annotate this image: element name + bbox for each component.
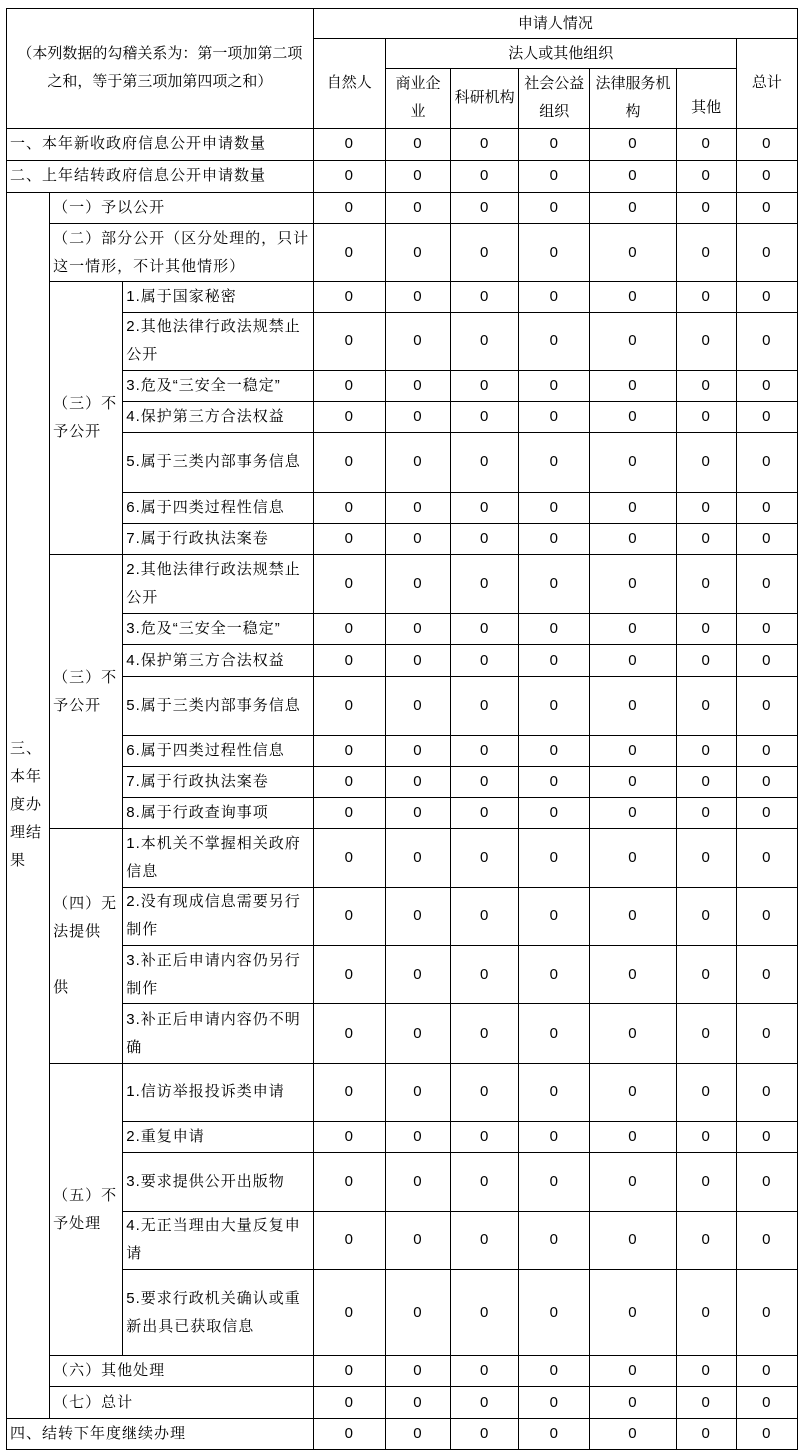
value-cell: 0: [519, 554, 590, 613]
value-cell: 0: [313, 1211, 385, 1269]
value-cell: 0: [736, 433, 797, 492]
value-cell: 0: [519, 492, 590, 523]
value-cell: 0: [736, 767, 797, 798]
table-note: （本列数据的勾稽关系为：第一项加第二项之和，等于第三项加第四项之和）: [7, 9, 314, 129]
row-label: 二、上年结转政府信息公开申请数量: [7, 160, 314, 192]
value-cell: 0: [519, 829, 590, 887]
value-cell: 0: [385, 402, 450, 433]
value-cell: 0: [519, 312, 590, 370]
value-cell: 0: [519, 1122, 590, 1153]
value-cell: 0: [736, 224, 797, 282]
value-cell: 0: [590, 554, 676, 613]
value-cell: 0: [736, 1387, 797, 1418]
value-cell: 0: [451, 767, 519, 798]
table-row: [7, 1122, 798, 1153]
row-label: 8.属于行政查询事项: [123, 798, 313, 829]
value-cell: 0: [385, 1418, 450, 1449]
value-cell: 0: [313, 798, 385, 829]
col-legal-group: 法人或其他组织: [385, 39, 736, 69]
value-cell: 0: [676, 887, 736, 945]
value-cell: 0: [519, 192, 590, 223]
value-cell: 0: [676, 1063, 736, 1121]
value-cell: 0: [313, 946, 385, 1004]
value-cell: 0: [385, 645, 450, 676]
col-social: 社会公益组织: [519, 69, 590, 128]
value-cell: 0: [385, 614, 450, 645]
value-cell: 0: [590, 402, 676, 433]
value-cell: 0: [676, 645, 736, 676]
value-cell: 0: [736, 128, 797, 160]
table-row: [7, 1387, 798, 1418]
value-cell: 0: [385, 676, 450, 735]
value-cell: 0: [676, 614, 736, 645]
value-cell: 0: [451, 676, 519, 735]
value-cell: 0: [736, 282, 797, 312]
value-cell: 0: [736, 523, 797, 554]
value-cell: 0: [519, 798, 590, 829]
value-cell: 0: [519, 1211, 590, 1269]
value-cell: 0: [590, 523, 676, 554]
value-cell: 0: [451, 1269, 519, 1355]
value-cell: 0: [313, 523, 385, 554]
disclosure-statistics-table: [6, 8, 798, 1450]
value-cell: 0: [313, 829, 385, 887]
value-cell: 0: [736, 1153, 797, 1211]
value-cell: 0: [590, 492, 676, 523]
value-cell: 0: [736, 1004, 797, 1063]
col-natural-person: 自然人: [313, 39, 385, 128]
value-cell: 0: [676, 492, 736, 523]
row-label: 3.补正后申请内容仍另行制作: [123, 946, 313, 1004]
table-row: [7, 614, 798, 645]
table-row: [7, 192, 798, 223]
table-row: [7, 554, 798, 613]
row-label: 4.无正当理由大量反复申请: [123, 1211, 313, 1269]
table-row: [7, 798, 798, 829]
value-cell: 0: [451, 887, 519, 945]
value-cell: 0: [736, 492, 797, 523]
row-label: 1.本机关不掌握相关政府信息: [123, 829, 313, 887]
row-label: 2.其他法律行政法规禁止公开: [123, 312, 313, 370]
row-label: （一）予以公开: [50, 192, 314, 223]
value-cell: 0: [385, 1153, 450, 1211]
value-cell: 0: [590, 798, 676, 829]
value-cell: 0: [385, 1211, 450, 1269]
value-cell: 0: [590, 1122, 676, 1153]
value-cell: 0: [736, 160, 797, 192]
value-cell: 0: [736, 1356, 797, 1387]
value-cell: 0: [385, 433, 450, 492]
row-label: 2.没有现成信息需要另行制作: [123, 887, 313, 945]
table-row: [7, 128, 798, 160]
group-label-not-public-2: （三）不予公开: [50, 554, 123, 829]
value-cell: 0: [385, 554, 450, 613]
row-label: 3.补正后申请内容仍不明确: [123, 1004, 313, 1063]
value-cell: 0: [313, 554, 385, 613]
value-cell: 0: [385, 192, 450, 223]
value-cell: 0: [451, 433, 519, 492]
value-cell: 0: [451, 946, 519, 1004]
value-cell: 0: [519, 1004, 590, 1063]
value-cell: 0: [313, 433, 385, 492]
table-row: [7, 1004, 798, 1063]
value-cell: 0: [519, 128, 590, 160]
group-label-handling-results: 三、本年度办理结果: [7, 192, 50, 1418]
value-cell: 0: [590, 224, 676, 282]
value-cell: 0: [451, 224, 519, 282]
value-cell: 0: [451, 735, 519, 766]
group-label-not-handle: （五）不予处理: [50, 1063, 123, 1356]
value-cell: 0: [590, 614, 676, 645]
value-cell: 0: [676, 128, 736, 160]
value-cell: 0: [736, 1063, 797, 1121]
value-cell: 0: [451, 614, 519, 645]
value-cell: 0: [676, 946, 736, 1004]
table-row: [7, 1269, 798, 1355]
row-label: （七）总计: [50, 1387, 314, 1418]
value-cell: 0: [385, 829, 450, 887]
table-row: [7, 523, 798, 554]
value-cell: 0: [590, 128, 676, 160]
row-label: 5.要求行政机关确认或重新出具已获取信息: [123, 1269, 313, 1355]
value-cell: 0: [590, 645, 676, 676]
value-cell: 0: [676, 735, 736, 766]
value-cell: 0: [676, 1418, 736, 1449]
table-row: [7, 887, 798, 945]
table-row: [7, 1063, 798, 1121]
table-row: [7, 1418, 798, 1449]
value-cell: 0: [519, 433, 590, 492]
value-cell: 0: [313, 1269, 385, 1355]
value-cell: 0: [590, 676, 676, 735]
value-cell: 0: [590, 1004, 676, 1063]
value-cell: 0: [451, 1211, 519, 1269]
table-row: [7, 645, 798, 676]
value-cell: 0: [385, 492, 450, 523]
value-cell: 0: [313, 1153, 385, 1211]
value-cell: 0: [590, 1356, 676, 1387]
value-cell: 0: [519, 160, 590, 192]
value-cell: 0: [590, 829, 676, 887]
col-other: 其他: [676, 69, 736, 128]
value-cell: 0: [676, 312, 736, 370]
value-cell: 0: [736, 1211, 797, 1269]
value-cell: 0: [313, 1063, 385, 1121]
value-cell: 0: [676, 192, 736, 223]
value-cell: 0: [313, 1356, 385, 1387]
value-cell: 0: [736, 1418, 797, 1449]
table-row: [7, 312, 798, 370]
value-cell: 0: [451, 829, 519, 887]
value-cell: 0: [385, 735, 450, 766]
value-cell: 0: [676, 160, 736, 192]
value-cell: 0: [736, 946, 797, 1004]
table-row: [7, 370, 798, 401]
value-cell: 0: [590, 946, 676, 1004]
value-cell: 0: [676, 282, 736, 312]
value-cell: 0: [676, 1153, 736, 1211]
value-cell: 0: [736, 676, 797, 735]
value-cell: 0: [385, 1122, 450, 1153]
value-cell: 0: [676, 767, 736, 798]
table-row: [7, 946, 798, 1004]
value-cell: 0: [676, 1387, 736, 1418]
value-cell: 0: [313, 370, 385, 401]
value-cell: 0: [676, 554, 736, 613]
value-cell: 0: [519, 224, 590, 282]
value-cell: 0: [385, 282, 450, 312]
value-cell: 0: [451, 1063, 519, 1121]
value-cell: 0: [451, 554, 519, 613]
row-label: （二）部分公开（区分处理的，只计这一情形，不计其他情形）: [50, 224, 314, 282]
value-cell: 0: [590, 1153, 676, 1211]
row-label: 1.信访举报投诉类申请: [123, 1063, 313, 1121]
value-cell: 0: [736, 645, 797, 676]
value-cell: 0: [385, 128, 450, 160]
table-row: [7, 402, 798, 433]
table-row: [7, 1153, 798, 1211]
value-cell: 0: [313, 735, 385, 766]
value-cell: 0: [519, 1387, 590, 1418]
value-cell: 0: [313, 1387, 385, 1418]
table-row: [7, 282, 798, 312]
table-row: [7, 224, 798, 282]
table-row: [7, 433, 798, 492]
table-row: [7, 1356, 798, 1387]
value-cell: 0: [736, 798, 797, 829]
value-cell: 0: [590, 767, 676, 798]
value-cell: 0: [590, 735, 676, 766]
value-cell: 0: [676, 370, 736, 401]
value-cell: 0: [590, 1211, 676, 1269]
value-cell: 0: [451, 282, 519, 312]
value-cell: 0: [385, 523, 450, 554]
value-cell: 0: [519, 767, 590, 798]
table-row: [7, 735, 798, 766]
value-cell: 0: [736, 192, 797, 223]
value-cell: 0: [736, 312, 797, 370]
value-cell: 0: [451, 1418, 519, 1449]
value-cell: 0: [313, 887, 385, 945]
value-cell: 0: [385, 1356, 450, 1387]
value-cell: 0: [519, 676, 590, 735]
value-cell: 0: [313, 224, 385, 282]
value-cell: 0: [451, 1356, 519, 1387]
value-cell: 0: [676, 798, 736, 829]
row-label: 四、结转下年度继续办理: [7, 1418, 314, 1449]
value-cell: 0: [385, 160, 450, 192]
table-row: [7, 1211, 798, 1269]
col-research: 科研机构: [451, 69, 519, 128]
value-cell: 0: [519, 1063, 590, 1121]
value-cell: 0: [590, 433, 676, 492]
col-commercial: 商业企业: [385, 69, 450, 128]
value-cell: 0: [590, 1418, 676, 1449]
row-label: 3.危及“三安全一稳定”: [123, 614, 313, 645]
value-cell: 0: [313, 128, 385, 160]
value-cell: 0: [451, 192, 519, 223]
value-cell: 0: [590, 1063, 676, 1121]
value-cell: 0: [590, 312, 676, 370]
col-total: 总计: [736, 39, 797, 128]
value-cell: 0: [385, 224, 450, 282]
value-cell: 0: [313, 282, 385, 312]
value-cell: 0: [451, 402, 519, 433]
value-cell: 0: [519, 523, 590, 554]
value-cell: 0: [736, 829, 797, 887]
value-cell: 0: [313, 676, 385, 735]
value-cell: 0: [590, 1269, 676, 1355]
value-cell: 0: [736, 1122, 797, 1153]
table-row: [7, 767, 798, 798]
row-label: 3.危及“三安全一稳定”: [123, 370, 313, 401]
group-label-cannot-provide-extra: 供: [53, 979, 70, 997]
row-label: 一、本年新收政府信息公开申请数量: [7, 128, 314, 160]
value-cell: 0: [385, 1387, 450, 1418]
value-cell: 0: [313, 1004, 385, 1063]
value-cell: 0: [451, 1153, 519, 1211]
value-cell: 0: [736, 887, 797, 945]
value-cell: 0: [313, 645, 385, 676]
row-label: 7.属于行政执法案卷: [123, 523, 313, 554]
value-cell: 0: [385, 946, 450, 1004]
value-cell: 0: [676, 224, 736, 282]
value-cell: 0: [590, 1387, 676, 1418]
value-cell: 0: [676, 1211, 736, 1269]
table-row: [7, 829, 798, 887]
value-cell: 0: [676, 1122, 736, 1153]
table-row: [7, 492, 798, 523]
value-cell: 0: [519, 614, 590, 645]
value-cell: 0: [676, 433, 736, 492]
col-legal-service: 法律服务机构: [590, 69, 676, 128]
value-cell: 0: [676, 1356, 736, 1387]
value-cell: 0: [451, 370, 519, 401]
value-cell: 0: [385, 312, 450, 370]
value-cell: 0: [451, 1122, 519, 1153]
table-row: [7, 160, 798, 192]
value-cell: 0: [313, 192, 385, 223]
row-label: （六）其他处理: [50, 1356, 314, 1387]
value-cell: 0: [676, 829, 736, 887]
value-cell: 0: [451, 312, 519, 370]
value-cell: 0: [519, 1153, 590, 1211]
value-cell: 0: [736, 402, 797, 433]
value-cell: 0: [590, 192, 676, 223]
group-label-not-public-1: （三）不予公开: [50, 282, 123, 554]
value-cell: 0: [451, 523, 519, 554]
value-cell: 0: [519, 1356, 590, 1387]
value-cell: 0: [451, 1387, 519, 1418]
value-cell: 0: [519, 402, 590, 433]
row-label: 3.要求提供公开出版物: [123, 1153, 313, 1211]
value-cell: 0: [451, 492, 519, 523]
value-cell: 0: [451, 798, 519, 829]
value-cell: 0: [451, 128, 519, 160]
value-cell: 0: [385, 1004, 450, 1063]
value-cell: 0: [385, 1269, 450, 1355]
value-cell: 0: [590, 160, 676, 192]
row-label: 4.保护第三方合法权益: [123, 645, 313, 676]
value-cell: 0: [313, 492, 385, 523]
group-label-cannot-provide-main: （四）无法提供: [53, 895, 118, 941]
value-cell: 0: [519, 1418, 590, 1449]
value-cell: 0: [519, 946, 590, 1004]
row-label: 2.重复申请: [123, 1122, 313, 1153]
value-cell: 0: [676, 1269, 736, 1355]
value-cell: 0: [313, 1122, 385, 1153]
value-cell: 0: [451, 1004, 519, 1063]
applicant-header: 申请人情况: [313, 9, 797, 39]
value-cell: 0: [451, 645, 519, 676]
row-label: 5.属于三类内部事务信息: [123, 433, 313, 492]
value-cell: 0: [676, 1004, 736, 1063]
value-cell: 0: [313, 767, 385, 798]
value-cell: 0: [519, 282, 590, 312]
value-cell: 0: [676, 676, 736, 735]
value-cell: 0: [736, 614, 797, 645]
value-cell: 0: [736, 1269, 797, 1355]
value-cell: 0: [385, 887, 450, 945]
value-cell: 0: [736, 554, 797, 613]
table-row: [7, 676, 798, 735]
value-cell: 0: [313, 312, 385, 370]
value-cell: 0: [590, 887, 676, 945]
value-cell: 0: [736, 735, 797, 766]
row-label: 1.属于国家秘密: [123, 282, 313, 312]
row-label: 6.属于四类过程性信息: [123, 492, 313, 523]
row-label: 7.属于行政执法案卷: [123, 767, 313, 798]
value-cell: 0: [676, 402, 736, 433]
value-cell: 0: [519, 370, 590, 401]
group-label-cannot-provide: [50, 829, 123, 1063]
value-cell: 0: [519, 735, 590, 766]
value-cell: 0: [676, 523, 736, 554]
value-cell: 0: [385, 1063, 450, 1121]
value-cell: 0: [519, 1269, 590, 1355]
value-cell: 0: [313, 1418, 385, 1449]
value-cell: 0: [590, 370, 676, 401]
value-cell: 0: [736, 370, 797, 401]
value-cell: 0: [385, 767, 450, 798]
value-cell: 0: [590, 282, 676, 312]
row-label: 5.属于三类内部事务信息: [123, 676, 313, 735]
row-label: 4.保护第三方合法权益: [123, 402, 313, 433]
value-cell: 0: [519, 887, 590, 945]
value-cell: 0: [519, 645, 590, 676]
value-cell: 0: [313, 614, 385, 645]
value-cell: 0: [385, 370, 450, 401]
row-label: 2.其他法律行政法规禁止公开: [123, 554, 313, 613]
row-label: 6.属于四类过程性信息: [123, 735, 313, 766]
value-cell: 0: [451, 160, 519, 192]
value-cell: 0: [313, 402, 385, 433]
value-cell: 0: [385, 798, 450, 829]
value-cell: 0: [313, 160, 385, 192]
